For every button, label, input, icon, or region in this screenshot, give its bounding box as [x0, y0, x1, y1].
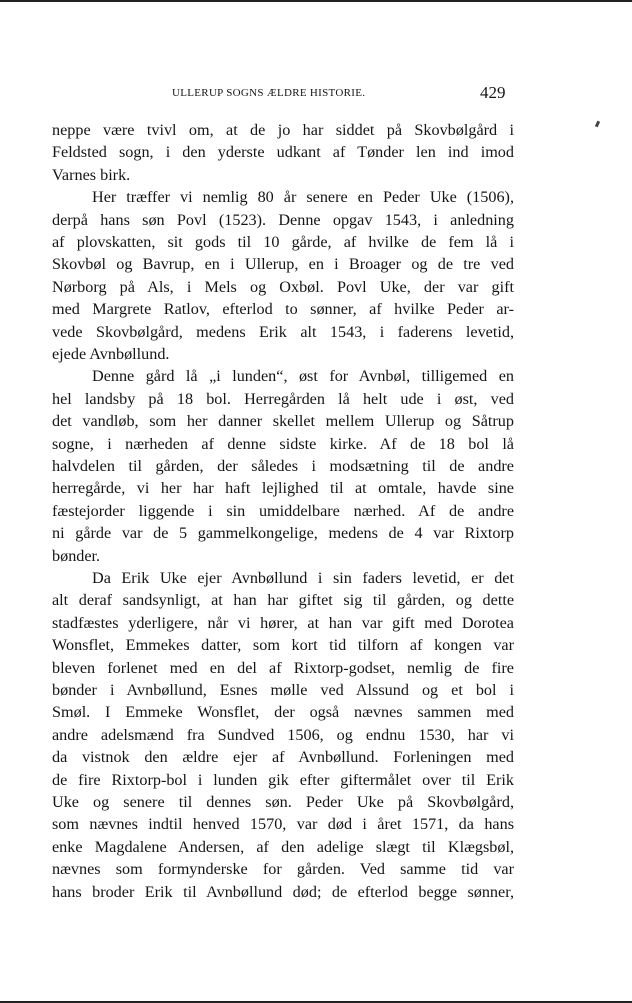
- text-line: af plovskatten, sit gods til 10 gårde, af hvilke de fem lå i: [52, 233, 514, 251]
- text-line: Uke og senere til dennes søn. Peder Uke på Skovbølgård,: [52, 793, 514, 811]
- text-line: fæstejorder liggende i sin umiddelbare nærhed. Af de andre: [52, 501, 514, 520]
- stray-ink-mark: [595, 121, 600, 128]
- text-line: Da Erik Uke ejer Avnbøllund i sin faders levetid, er det: [92, 569, 514, 587]
- text-line: Her træffer vi nemlig 80 år senere en Peder Uke (1506),: [92, 188, 514, 207]
- text-line: ejede Avnbøllund.: [52, 345, 170, 363]
- text-line: neppe være tvivl om, at de jo har siddet på Skovbølgård i: [52, 121, 514, 139]
- text-line: enke Magdalene Andersen, af den adelige slægt til Klægsbøl,: [52, 837, 514, 856]
- text-line: Wonsflet, Emmekes datter, som kort tid tilforn af kongen var: [52, 636, 514, 655]
- text-line: bleven forlenet med en del af Rixtorp-godset, nemlig de fire: [52, 658, 514, 677]
- text-line: herregårde, vi her har haft lejlighed til at omtale, havde sine: [52, 479, 514, 498]
- text-line: Nørborg på Als, i Mels og Oxbøl. Povl Uke, der var gift: [52, 277, 514, 296]
- text-line: Skovbøl og Bavrup, en i Ullerup, en i Broager og de tre ved: [52, 255, 514, 274]
- text-line: de fire Rixtorp-bol i lunden gik efter giftermålet over til Erik: [52, 770, 514, 789]
- text-line: hel landsby på 18 bol. Herregården lå helt ude i øst, ved: [52, 389, 514, 408]
- text-line: vede Skovbølgård, medens Erik alt 1543, i faderens levetid,: [52, 322, 514, 341]
- text-line: stadfæstes yderligere, når vi hører, at han var gift med Dorotea: [52, 613, 514, 632]
- text-line: ni gårde var de 5 gammelkongelige, medens de 4 var Rixtorp: [52, 524, 514, 543]
- text-line: hans broder Erik til Avnbøllund død; de efterlod begge sønner,: [52, 882, 514, 901]
- text-line: Smøl. I Emmeke Wonsflet, der også nævnes sammen med: [52, 703, 514, 722]
- text-line: Feldsted sogn, i den yderste udkant af Tønder len ind imod: [52, 143, 514, 162]
- text-line: derpå hans søn Povl (1523). Denne opgav 1543, i anledning: [52, 210, 514, 229]
- text-line: Varnes birk.: [52, 165, 131, 184]
- scan-top-edge: [0, 0, 632, 2]
- page-header: [0, 83, 632, 105]
- text-line: andre adelsmænd fra Sundved 1506, og endnu 1530, har vi: [52, 725, 514, 744]
- running-title: ULLERUP SOGNS ÆLDRE HISTORIE.: [172, 87, 366, 99]
- text-line: da vistnok den ældre ejer af Avnbøllund. Forleningen med: [52, 748, 514, 767]
- text-line: som nævnes indtil henved 1570, var død i året 1571, da hans: [52, 815, 514, 834]
- text-line: bønder i Avnbøllund, Esnes mølle ved Alssund og et bol i: [52, 681, 514, 699]
- text-line: det vandløb, som her danner skellet mellem Ullerup og Såtrup: [52, 412, 514, 431]
- text-line: halvdelen til gården, der således i modsætning til de andre: [52, 457, 514, 475]
- text-line: med Margrete Ratlov, efterlod to sønner, af hvilke Peder ar-: [52, 300, 514, 319]
- text-line: bønder.: [52, 546, 101, 565]
- page-number: 429: [480, 83, 506, 102]
- text-line: alt deraf sandsynligt, at han har giftet sig til gården, og dette: [52, 591, 514, 610]
- text-line: sogne, i nærheden af denne sidste kirke. Af de 18 bol lå: [52, 434, 514, 453]
- text-line: Denne gård lå „i lunden“, øst for Avnbøl, tilligemed en: [92, 367, 514, 386]
- text-line: nævnes som formynderske for gården. Ved samme tid var: [52, 860, 514, 879]
